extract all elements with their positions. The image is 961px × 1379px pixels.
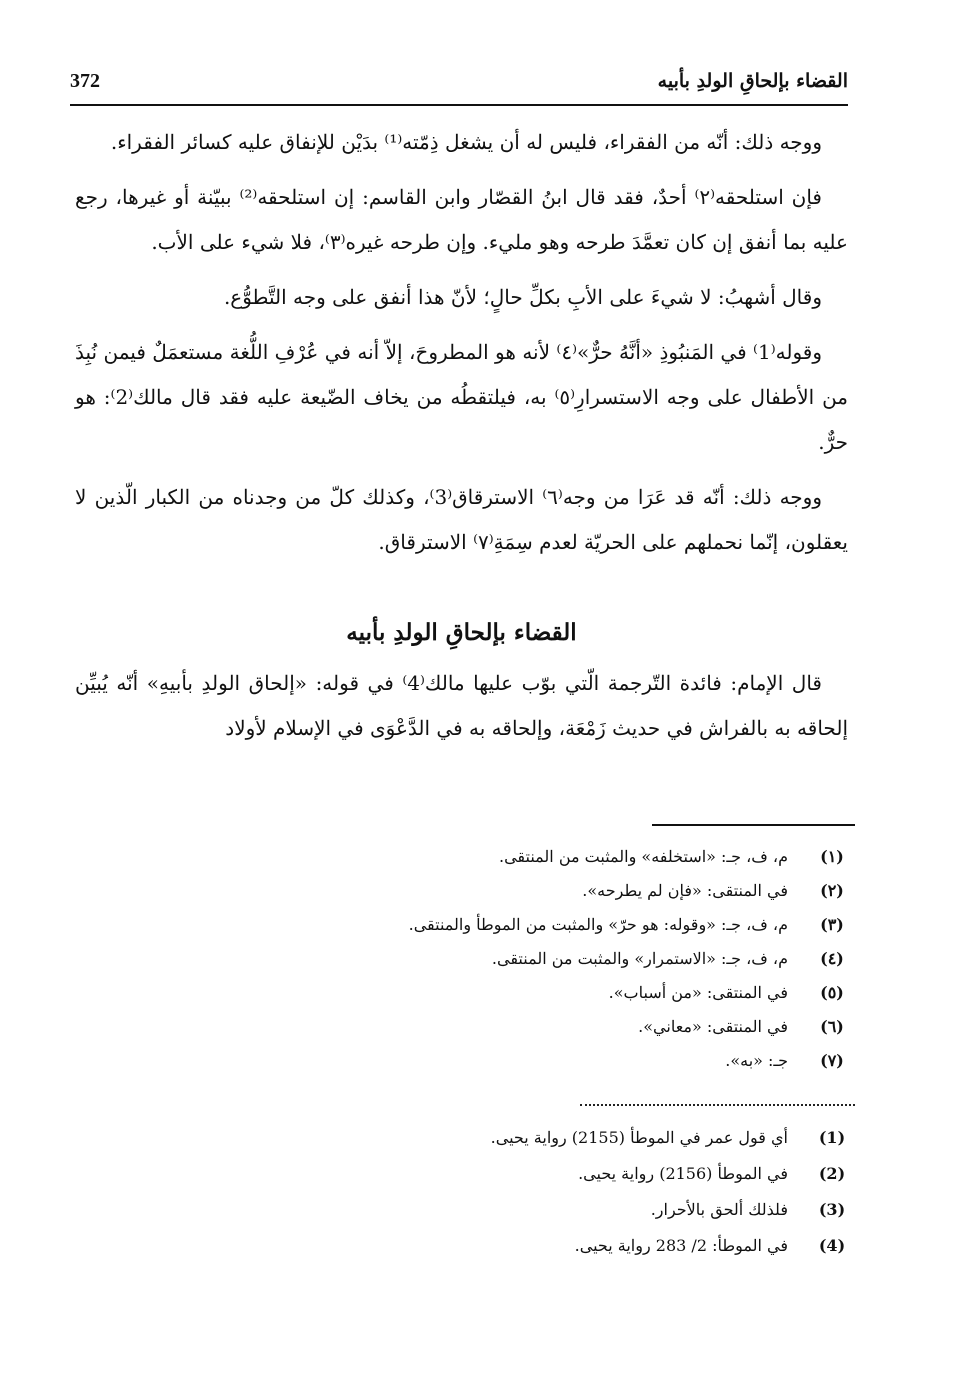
dotted-separator [580,1104,855,1106]
footnote-text: م، ف، جـ: «الاستمرار» والمثبت من المنتقى. [491,949,788,968]
footnote-number: (3) [818,1200,846,1219]
footnote-text: في الموطأ (2156) رواية يحيى. [578,1164,788,1183]
footnotes-variants [68,840,848,1078]
footnote [68,908,848,942]
footnote [68,1228,848,1264]
paragraph: ووجه ذلك: أنّه قد عَرَا من وجه⁽٦⁾ الاسترقاق⁽3⁾، وكذلك كلّ من وجدناه من الكبار الّذين لا يعقلون، إنّما نحملهم على الحريّة لعدم سِمَةِ⁽٧⁾ الاسترقاق. [75,485,848,554]
footnote [68,1044,848,1078]
running-title: القضاء بإلحاقِ الولدِ بأبيه [657,70,848,92]
footnote [68,1192,848,1228]
footnote [68,1156,848,1192]
footnote-text: فلذلك ألحق بالأحرار. [650,1200,788,1219]
footnote [68,840,848,874]
footnote-number: (٣) [820,915,844,934]
footnote-text: جـ: «به». [725,1051,788,1070]
footnote-number: (٢) [820,881,844,900]
footnote-number: (٥) [820,983,844,1002]
footnote-number: (4) [818,1236,846,1255]
footnote [68,976,848,1010]
page-number: 372 [70,70,100,92]
paragraph: فإن استلحقه⁽٢⁾ أحدٌ، فقد قال ابنُ القصّار وابن القاسم: إن استلحقه⁽²⁾ ببيّنة أو غيرها، رجع عليه بما أنفق إن كان تعمَّدَ طرحه وهو مليء. وإن طرحه غيره⁽٣⁾، فلا شيء على الأب. [75,185,848,254]
footnote-number: (٦) [820,1017,844,1036]
footnote-text: في المنتقى: «معاني». [638,1017,788,1036]
footnote-number: (٤) [820,949,844,968]
footnote-text: في المنتقى: «فإن لم يطرحه». [582,881,788,900]
main-text [75,120,848,761]
header-rule [70,104,848,106]
footnote [68,942,848,976]
section-paragraph: قال الإمام: فائدة التّرجمة الّتي بوّب عليها مالك⁽4⁾ في قوله: «إلحاق الولدِ بأبيهِ» أنّه يُبيِّن إلحاقه به بالفراش في حديث زَمْعَة، وإلحاقه به في الدَّعْوَى في الإسلام لأولاد [75,671,848,740]
footnote-text: م، ف، جـ: «استخلفه» والمثبت من المنتقى. [498,847,788,866]
footnote-text: م، ف، جـ: «وقوله: هو حرّ» والمثبت من الموطأ والمنتقى. [408,915,788,934]
paragraph: وقوله⁽1⁾ في المَنبُوذِ «أنَّهُ حرٌّ»⁽٤⁾ لأنه هو المطروحَ، إلاّ أنه في عُرْفِ اللُّغة مستعمَلٌ فيمن نُبِذَ من الأطفال على وجه الاستسرارِ⁽٥⁾ به، فيلتقطُه من يخاف الضّيعة عليه فقد قال مالك⁽2⁾: هو حرٌّ. [75,340,849,454]
footnote-number: (2) [818,1164,846,1183]
footnote [68,1120,848,1156]
footnote-number: (٧) [820,1051,844,1070]
footnote-text: في المنتقى: «من أسباب». [608,983,788,1002]
section-title: القضاء بإلحاقِ الولدِ بأبيه [346,619,577,646]
paragraph: ووجه ذلك: أنّه من الفقراء، فليس له أن يشغل ذِمّته⁽¹⁾ بدَيْن للإنفاق عليه كسائر الفقراء. [110,130,822,154]
footnotes-editor [68,1120,848,1264]
footnote-number: (١) [820,847,844,866]
footnote-text: في الموطأ: 2/ 283 رواية يحيى. [574,1236,788,1255]
footnote [68,874,848,908]
footnote-text: أي قول عمر في الموطأ (2155) رواية يحيى. [490,1128,788,1147]
footnote-number: (1) [818,1128,846,1147]
paragraph: وقال أشهبُ: لا شيءَ على الأبِ بكلِّ حالٍ؛ لأنّ هذا أنفق على وجه التَّطوُّع. [223,285,822,309]
footnote [68,1010,848,1044]
footnote-separator [652,824,855,826]
